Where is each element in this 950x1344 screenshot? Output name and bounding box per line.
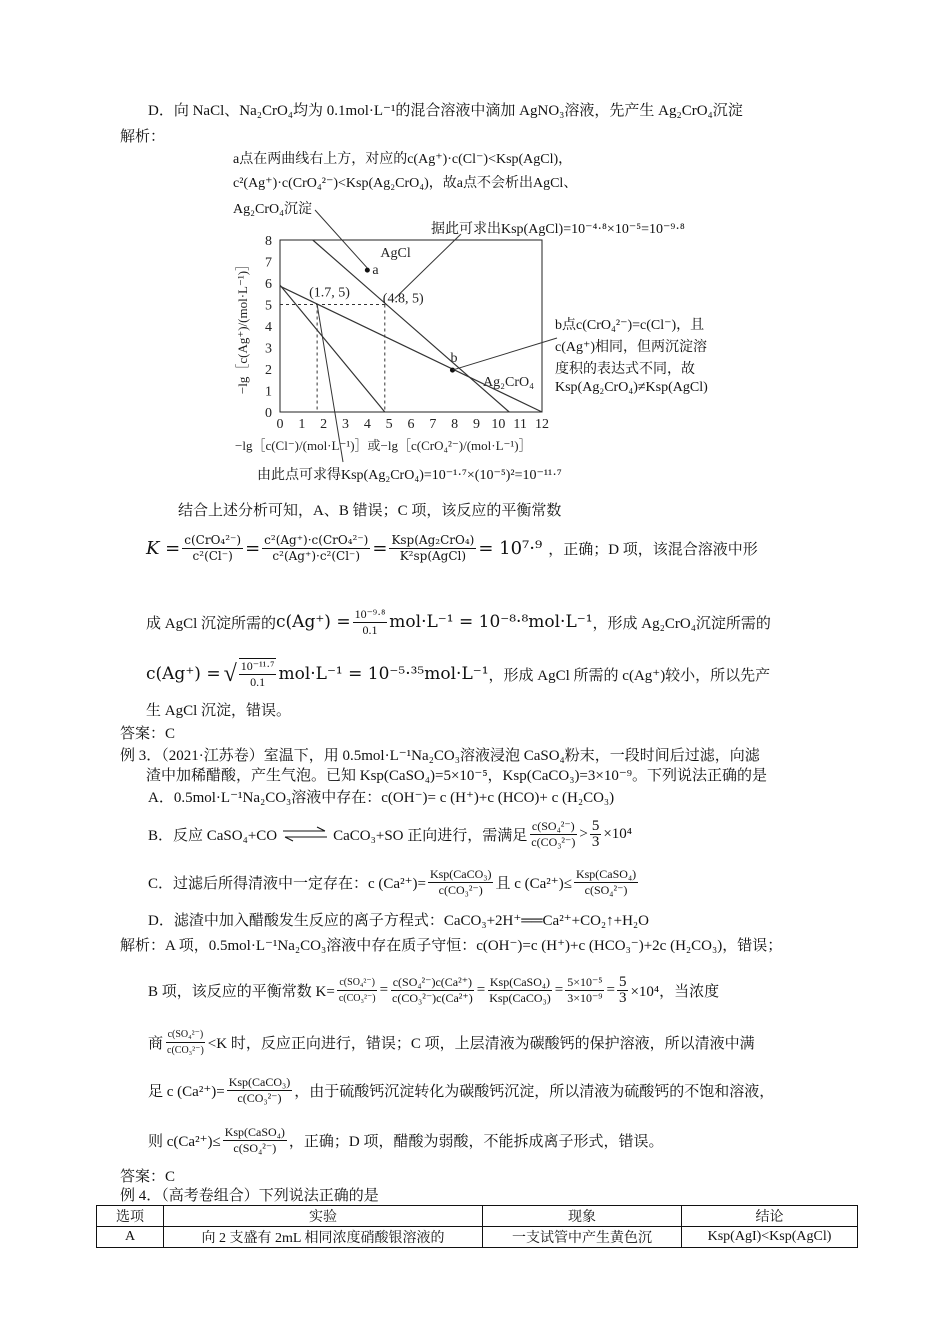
- ex3-b-gt: >: [579, 825, 588, 842]
- x-tick-label: 11: [513, 417, 527, 432]
- table-cell: 一支试管中产生黄色沉: [483, 1227, 682, 1248]
- chart-note-ksp-agcl: 据此可求出Ksp(AgCl)=10⁻⁴·⁸×10⁻⁵=10⁻⁹·⁸: [431, 222, 685, 237]
- ex3-c-frac1-den: c(CO₃²⁻): [438, 882, 483, 897]
- y-tick-label: 6: [265, 277, 272, 292]
- y-tick-label: 8: [265, 234, 272, 249]
- an3-line3: [148, 1020, 755, 1064]
- an3-k-frac2-den: c(CO₃²⁻)c(Ca²⁺): [392, 990, 473, 1005]
- an3-53-num: 5: [618, 973, 627, 990]
- cag1-lhs: c(Ag⁺) =: [276, 612, 351, 632]
- an3-l3-part1: 商: [148, 1035, 164, 1052]
- pointer-ksp-agcl: [395, 234, 461, 299]
- chart-note-b-line4: Ksp(Ag₂CrO₄)≠Ksp(AgCl): [555, 380, 708, 395]
- cag-line1-suffix: ，形成 Ag₂CrO₄沉淀所需的: [592, 615, 771, 632]
- cag2-den: 0.1: [250, 675, 266, 689]
- x-tick-label: 2: [320, 417, 328, 432]
- ex3-c-part1: C．过滤后所得清液中一定存在：c (Ca²⁺)=: [148, 875, 426, 892]
- an3-k-frac3-num: Ksp(CaSO₄): [489, 974, 551, 989]
- ex3-option-c: [148, 860, 640, 904]
- cag1-rhs: mol·L⁻¹ = 10⁻⁸·⁸mol·L⁻¹: [389, 612, 593, 632]
- cag-line1: [146, 600, 771, 644]
- an3-eq4: =: [606, 981, 615, 998]
- ex3-option-d: D．滤渣中加入醋酸发生反应的离子方程式：CaCO₃+2H⁺══Ca²⁺+CO₂↑+H₂O: [148, 913, 649, 929]
- cag1-num: 10⁻⁹·⁸: [354, 606, 386, 621]
- point-17-5-label: (1.7, 5): [309, 285, 350, 301]
- curve-label-ag2cro4: Ag₂CrO₄: [483, 375, 535, 391]
- an3-q-num: c(SO₄²⁻): [166, 1027, 206, 1043]
- an3-line5: [148, 1118, 664, 1162]
- an3-l3-part2: <K 时，反应正向进行，错误；C 项，上层清液为碳酸钙的保护溶液，所以清液中满: [207, 1035, 755, 1052]
- an3-line1: 解析：A 项，0.5mol·L⁻¹Na₂CO₃溶液中存在质子守恒：c(OH⁻)=c (H⁺)+c (HCO₃⁻)+2c (H₂CO₃)，错误；: [120, 938, 783, 954]
- pointer-a: [315, 210, 367, 268]
- table-cell: 向 2 支盛有 2mL 相同浓度硝酸银溶液的: [164, 1227, 483, 1248]
- chart-note-a-line3: Ag₂CrO₄沉淀: [233, 202, 312, 217]
- an3-k-frac1-num: c(SO₄²⁻): [337, 975, 377, 991]
- x-axis-label: −lg［c(Cl⁻)/(mol·L⁻¹)］或−lg［c(CrO₄²⁻)/(mol·L⁻¹)］: [235, 438, 532, 453]
- cag-line1-prefix: 成 AgCl 沉淀所需的: [146, 615, 277, 632]
- ex3-c-part2: 且 c (Ca²⁺)≤: [495, 875, 572, 892]
- k-eq-lhs: K =: [146, 537, 181, 559]
- an3-k-frac3-den: Ksp(CaCO₃): [489, 990, 551, 1005]
- ex4-title: 例 4．（高考卷组合）下列说法正确的是: [120, 1188, 379, 1204]
- an3-eq3: =: [554, 981, 564, 998]
- sqrt-icon: √: [223, 660, 237, 687]
- analysis-p1: 结合上述分析可知，A、B 错误；C 项，该反应的平衡常数: [178, 503, 562, 519]
- point-b-label: b: [450, 351, 458, 367]
- cag2-num: 10⁻¹¹·⁷: [240, 659, 275, 673]
- an3-l4-frac-num: Ksp(CaCO₃): [228, 1074, 291, 1089]
- chart-svg: [225, 148, 745, 488]
- ex3-c-frac1-num: Ksp(CaCO₃): [429, 866, 492, 881]
- an3-l4-part1: 足 c (Ca²⁺)=: [148, 1083, 225, 1100]
- x-tick-label: 3: [342, 417, 349, 432]
- x-tick-label: 0: [276, 417, 284, 432]
- k-frac1-den: c²(Cl⁻): [192, 548, 233, 563]
- chart-note-b-line2: c(Ag⁺)相同，但两沉淀溶: [555, 340, 708, 355]
- ex3-b-part3: ×10⁴: [603, 825, 633, 842]
- an3-l5-part1: 则 c(Ca²⁺)≤: [148, 1133, 221, 1150]
- ex3-b-53-num: 5: [591, 817, 600, 834]
- chart-note-b-line3: 度积的表达式不同，故: [555, 362, 695, 377]
- option-d-text: D．向 NaCl、Na₂CrO₄均为 0.1mol·L⁻¹的混合溶液中滴加 AgNO₃溶液，先产生 Ag₂CrO₄沉淀: [148, 103, 743, 119]
- k-frac2-den: c²(Ag⁺)·c²(Cl⁻): [272, 548, 361, 563]
- y-tick-label: 7: [265, 255, 272, 271]
- k-eq-sign2: =: [372, 537, 388, 559]
- y-axis-label: −lg［c(Ag⁺)/(mol·L⁻¹)］: [235, 257, 250, 395]
- an3-l5-frac-den: c(SO₄²⁻): [233, 1140, 277, 1155]
- an3-l2-part1: B 项，该反应的平衡常数 K=: [148, 983, 335, 1000]
- k-frac3-num: Ksp(Ag₂CrO₄): [391, 532, 475, 547]
- an3-line2: [148, 966, 719, 1014]
- y-tick-label: 5: [265, 298, 272, 314]
- table-header-cell: 现象: [483, 1206, 682, 1227]
- x-tick-label: 8: [451, 417, 459, 432]
- an3-l2-part2: ×10⁴，当浓度: [630, 983, 720, 1000]
- an3-k-frac4-num: 5×10⁻⁵: [567, 974, 603, 989]
- ex3-b-frac-num: c(SO₄²⁻): [531, 818, 575, 833]
- x-tick-label: 6: [407, 417, 415, 432]
- cag1-den: 0.1: [362, 622, 378, 637]
- k-frac3-den: K²sp(AgCl): [399, 548, 467, 563]
- x-tick-label: 4: [363, 417, 371, 432]
- ex3-option-a: A．0.5mol·L⁻¹Na₂CO₃溶液中存在：c(OH⁻)= c (H⁺)+c (HCO)+ c (H₂CO₃): [148, 790, 615, 806]
- analysis-p4: 生 AgCl 沉淀，错误。: [146, 703, 292, 719]
- y-tick-label: 3: [265, 341, 272, 357]
- table-header-cell: 结论: [682, 1206, 858, 1227]
- cag-line2: [146, 652, 770, 696]
- answer-1: 答案：C: [120, 726, 176, 742]
- ex3-line1: 例 3．（2021·江苏卷）室温下，用 0.5mol·L⁻¹Na₂CO₃溶液浸泡 CaSO₄粉末，一段时间后过滤，向滤: [120, 748, 760, 764]
- an3-eq1: =: [379, 981, 389, 998]
- an3-k-frac4-den: 3×10⁻⁹: [567, 990, 603, 1005]
- analysis-label: 解析：: [120, 129, 166, 145]
- k-equation: [146, 526, 758, 570]
- x-tick-label: 10: [491, 417, 506, 432]
- cag2-rhs: mol·L⁻¹ = 10⁻⁵·³⁵mol·L⁻¹: [278, 664, 489, 684]
- k-frac2-num: c²(Ag⁺)·c(CrO₄²⁻): [264, 532, 369, 547]
- an3-q-den: c(CO₃²⁻): [167, 1044, 204, 1056]
- chart-note-a-line2: c²(Ag⁺)·c(CrO₄²⁻)<Ksp(Ag₂CrO₄)，故a点不会析出AgCl、: [233, 176, 578, 191]
- an3-eq2: =: [476, 981, 486, 998]
- cag2-lhs: c(Ag⁺) =: [146, 664, 221, 684]
- y-tick-label: 1: [265, 384, 272, 400]
- series-line: [280, 285, 385, 412]
- table-header-cell: 实验: [164, 1206, 483, 1227]
- x-tick-label: 7: [429, 417, 437, 432]
- x-tick-label: 9: [473, 417, 480, 432]
- chart-note-a-line1: a点在两曲线右上方，对应的c(Ag⁺)·c(Cl⁻)<Ksp(AgCl)，: [233, 152, 573, 167]
- point-a-marker: [365, 268, 370, 273]
- y-tick-label: 4: [265, 320, 272, 335]
- curve-label-agcl: AgCl: [380, 246, 411, 262]
- equilibrium-arrow-icon: [281, 824, 329, 844]
- an3-k-frac1-den: c(CO₃²⁻): [338, 992, 376, 1004]
- ex3-b-53-den: 3: [591, 833, 600, 850]
- series-line: [313, 240, 510, 412]
- answer-3: 答案：C: [120, 1169, 176, 1185]
- y-tick-label: 2: [265, 363, 272, 378]
- point-b-marker: [450, 368, 455, 373]
- point-48-5-label: (4.8, 5): [382, 291, 424, 307]
- x-tick-label: 5: [385, 417, 393, 432]
- an3-k-frac2-num: c(SO₄²⁻)c(Ca²⁺): [392, 974, 473, 989]
- ex3-b-frac-den: c(CO₃²⁻): [531, 834, 576, 849]
- table-header-row: [97, 1206, 858, 1227]
- ex3-b-part1: B．反应 CaSO₄+CO: [148, 827, 278, 844]
- pointer-b: [452, 338, 557, 370]
- table-row: [97, 1227, 858, 1248]
- an3-l5-frac-num: Ksp(CaSO₄): [224, 1124, 285, 1139]
- chart-note-bottom: 由此点可求得Ksp(Ag₂CrO₄)=10⁻¹·⁷×(10⁻⁵)²=10⁻¹¹·⁷: [257, 468, 562, 483]
- an3-l5-part2: ，正确；D 项，醋酸为弱酸，不能拆成离子形式，错误。: [288, 1133, 664, 1150]
- x-tick-label: 1: [298, 417, 306, 432]
- an3-l4-part2: ，由于硫酸钙沉淀转化为碳酸钙沉淀，所以清液为硫酸钙的不饱和溶液，: [294, 1083, 775, 1100]
- an3-line4: [148, 1068, 774, 1112]
- an3-l4-frac-den: c(CO₃²⁻): [237, 1090, 282, 1105]
- k-eq-result: = 10⁷·⁹: [478, 537, 543, 559]
- point-a-label: a: [372, 263, 379, 279]
- x-tick-label: 12: [535, 417, 549, 432]
- cag-line2-suffix: ，形成 AgCl 所需的 c(Ag⁺)较小，所以先产: [488, 667, 771, 684]
- table-cell: Ksp(AgI)<Ksp(AgCl): [682, 1227, 858, 1248]
- chart-note-b-line1: b点c(CrO₄²⁻)=c(Cl⁻)，且: [555, 318, 705, 333]
- k-frac1-num: c(CrO₄²⁻): [184, 532, 242, 547]
- k-eq-tail: ，正确；D 项，该混合溶液中形: [548, 541, 758, 558]
- ex3-c-frac2-num: Ksp(CaSO₄): [575, 866, 637, 881]
- table-cell: A: [97, 1227, 164, 1248]
- k-eq-sign1: =: [245, 537, 261, 559]
- chart-figure: [225, 148, 745, 488]
- table-header-cell: 选项: [97, 1206, 164, 1227]
- ex4-table: [96, 1205, 858, 1248]
- y-tick-label: 0: [265, 406, 272, 421]
- ex3-option-b: [148, 812, 632, 856]
- an3-53-den: 3: [618, 989, 627, 1006]
- ex3-c-frac2-den: c(SO₄²⁻): [584, 882, 628, 897]
- ex3-b-part2: CaCO₃+SO 正向进行，需满足: [333, 827, 528, 844]
- ex3-line2: 渣中加稀醋酸，产生气泡。已知 Ksp(CaSO₄)=5×10⁻⁵，Ksp(CaCO₃)=3×10⁻⁹。下列说法正确的是: [146, 768, 768, 784]
